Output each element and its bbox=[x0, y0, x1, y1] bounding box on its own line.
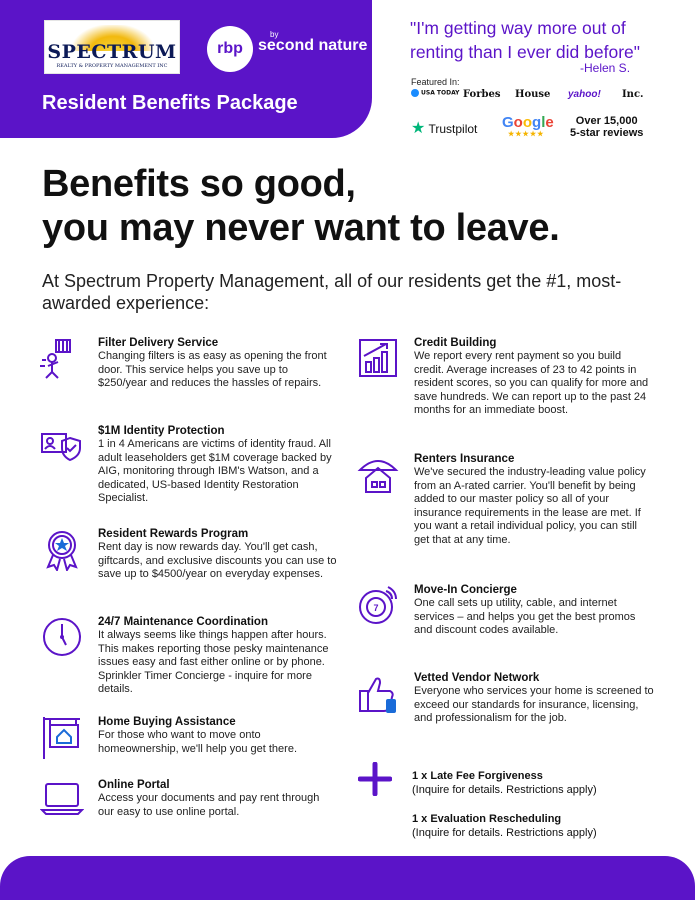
benefit-description: It always seems like things happen after hours. This makes reporting those pesky maintenance issues easy and fast either online or by phone. Sprinkler Timer Concierge - inquire for more details. bbox=[98, 629, 329, 695]
benefit-title: Move-In Concierge bbox=[414, 584, 517, 596]
benefit-title: Renters Insurance bbox=[414, 453, 515, 465]
plus-icon bbox=[358, 762, 392, 796]
benefit-title: Vetted Vendor Network bbox=[414, 672, 540, 684]
reviews-count: Over 15,000 5-star reviews bbox=[570, 115, 644, 139]
house-sign-icon bbox=[40, 715, 84, 759]
benefit-title: Filter Delivery Service bbox=[98, 337, 219, 349]
benefit-description: Everyone who services your home is screened to exceed our standards for insurance, licensing, and professionalism for the job. bbox=[414, 685, 654, 724]
intro-text: At Spectrum Property Management, all of our residents get the #1, most-awarded experience: bbox=[42, 271, 622, 313]
testimonial-quote: "I'm getting way more out of renting than I ever did before" bbox=[410, 18, 640, 62]
logo-company-name: SPECTRUM bbox=[47, 41, 177, 63]
trustpilot-star-icon: ★ bbox=[411, 120, 426, 137]
extra-description: (Inquire for details. Restrictions apply) bbox=[412, 827, 597, 839]
rbp-logo: rbp bbox=[207, 26, 253, 72]
google-stars: ★★★★★ bbox=[508, 131, 545, 138]
benefit-description: Changing filters is as easy as opening the front door. This service helps you save up to $250/year and reduces the hassles of repairs. bbox=[98, 350, 327, 389]
extra-late-fee bbox=[412, 769, 662, 797]
header-banner bbox=[0, 0, 372, 138]
id-shield-icon bbox=[40, 424, 84, 468]
spectrum-logo bbox=[44, 20, 180, 74]
benefit-description: Rent day is now rewards day. You'll get cash, giftcards, and exclusive discounts you can use to save up to $4500/year on everyday expenses. bbox=[98, 541, 337, 580]
award-ribbon-icon bbox=[40, 527, 84, 571]
main-headline: Benefits so good, you may never want to leave. bbox=[42, 163, 560, 249]
testimonial-author: -Helen S. bbox=[580, 61, 631, 75]
extra-evaluation-rescheduling bbox=[412, 812, 662, 840]
yahoo-logo: yahoo! bbox=[568, 89, 601, 100]
house-logo: House bbox=[515, 89, 551, 100]
benefit-description: 1 in 4 Americans are victims of identity fraud. All adult leaseholders get $1M coverage backed by AIG, monitoring through IBM's Watson, and a dedicated, US-based Identity Restoration Specialist. bbox=[98, 438, 332, 504]
benefit-title: 24/7 Maintenance Coordination bbox=[98, 616, 268, 628]
benefit-description: We've secured the industry-leading value policy from an A-rated carrier. You'll benefit by being added to our master policy so all of your insurance requirements in the lease are met. If you want a retail individual policy, you can still get that at any time. bbox=[414, 466, 646, 546]
benefit-title: Online Portal bbox=[98, 779, 170, 791]
extra-title: 1 x Evaluation Rescheduling bbox=[412, 813, 562, 825]
package-title: Resident Benefits Package bbox=[42, 92, 298, 114]
benefit-title: Resident Rewards Program bbox=[98, 528, 249, 540]
second-nature-logo bbox=[258, 30, 367, 53]
press-logos bbox=[411, 89, 661, 105]
benefit-title: Home Buying Assistance bbox=[98, 716, 236, 728]
filter-delivery-icon bbox=[40, 336, 84, 380]
benefit-description: We report every rent payment so you build credit. Average increases of 23 to 42 points in resident scores, so you can qualify for more and save hundreds. We can report up to the past 24 months for an immediate boost. bbox=[414, 350, 649, 416]
benefit-title: $1M Identity Protection bbox=[98, 425, 225, 437]
google-logo: Google ★★★★★ bbox=[502, 114, 554, 138]
forbes-logo: Forbes bbox=[463, 89, 501, 100]
usa-today-logo: USA TODAY bbox=[411, 89, 460, 98]
benefit-description: One call sets up utility, cable, and internet services – and helps you get the best promos and discount codes available. bbox=[414, 597, 636, 636]
trustpilot-logo: ★ Trustpilot bbox=[411, 120, 478, 137]
chart-growth-icon bbox=[356, 336, 400, 380]
extra-title: 1 x Late Fee Forgiveness bbox=[412, 770, 543, 782]
concierge-phone-icon bbox=[356, 583, 400, 627]
clock-icon bbox=[40, 615, 84, 659]
footer-bar bbox=[0, 856, 695, 900]
laptop-icon bbox=[40, 778, 84, 822]
thumbs-up-icon bbox=[356, 671, 400, 715]
benefit-description: For those who want to move onto homeownership, we'll help you get there. bbox=[98, 729, 297, 755]
house-umbrella-icon bbox=[356, 452, 400, 496]
inc-logo: Inc. bbox=[622, 89, 644, 100]
featured-in-label: Featured In: bbox=[411, 77, 460, 87]
benefit-description: Access your documents and pay rent through our easy to use online portal. bbox=[98, 792, 320, 818]
svg-text:7: 7 bbox=[373, 603, 379, 613]
by-label: by bbox=[270, 30, 279, 39]
benefit-title: Credit Building bbox=[414, 337, 497, 349]
extra-description: (Inquire for details. Restrictions apply) bbox=[412, 784, 597, 796]
second-nature-label: second nature bbox=[258, 37, 368, 54]
logo-company-subtitle: REALTY & PROPERTY MANAGEMENT INC bbox=[56, 63, 168, 69]
